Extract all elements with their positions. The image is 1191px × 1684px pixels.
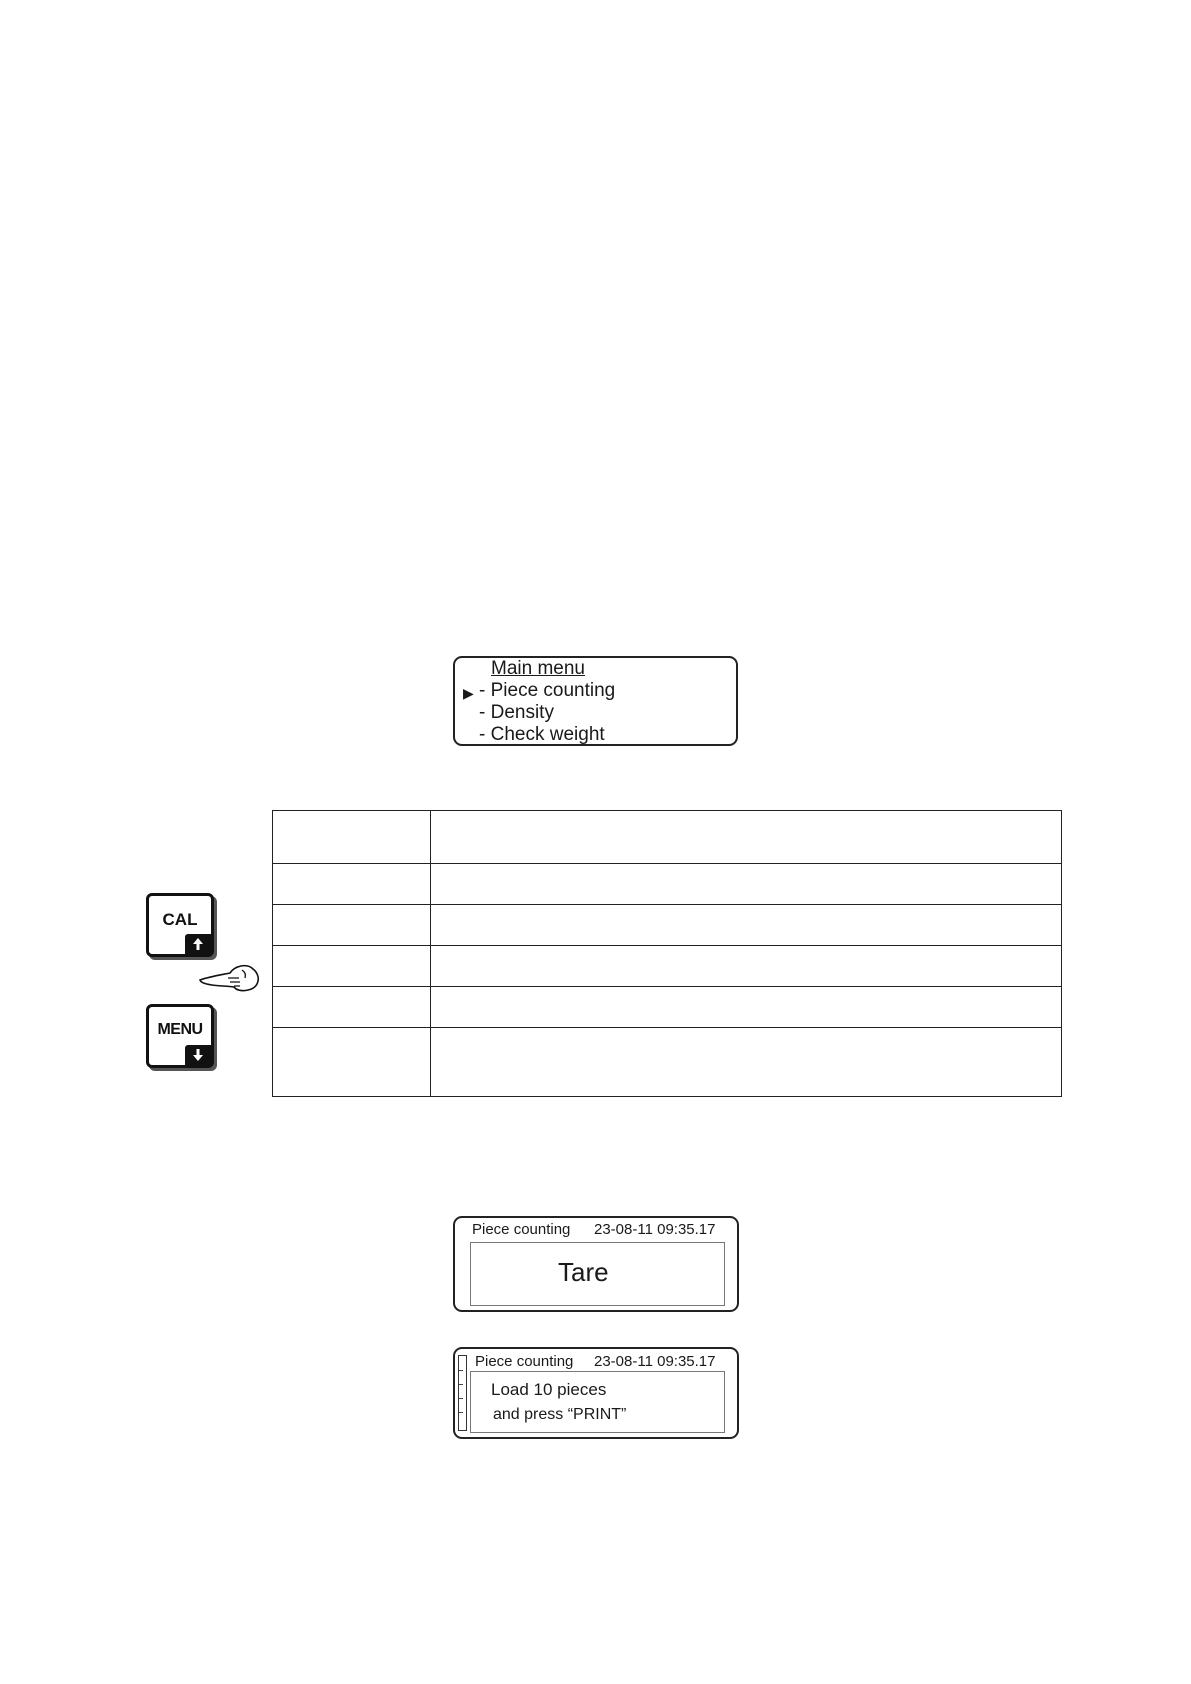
display-datetime: 23-08-11 09:35.17 <box>594 1353 716 1370</box>
arrow-up-icon <box>192 937 204 951</box>
display-message-area <box>470 1242 725 1306</box>
cal-key-label: CAL <box>162 910 198 929</box>
display-mode: Piece counting <box>472 1221 571 1238</box>
table-cell <box>273 946 431 987</box>
table-cell <box>431 864 1062 905</box>
tare-message: Tare <box>558 1257 609 1287</box>
menu-item-check-weight[interactable]: - Check weight <box>479 724 605 745</box>
table-cell <box>431 1028 1062 1097</box>
table-row <box>273 905 1062 946</box>
pointing-hand-icon <box>198 960 262 996</box>
table-row <box>273 987 1062 1028</box>
table-row <box>273 946 1062 987</box>
table-cell <box>431 811 1062 864</box>
table-cell <box>273 864 431 905</box>
table-cell <box>431 946 1062 987</box>
table-row <box>273 864 1062 905</box>
menu-cursor-icon: ▶ <box>463 685 474 701</box>
table-cell <box>273 1028 431 1097</box>
main-menu-title: Main menu <box>491 658 585 679</box>
table-cell <box>273 905 431 946</box>
arrow-down-icon <box>192 1048 204 1062</box>
weighing-range-bar <box>458 1355 467 1431</box>
display-datetime: 23-08-11 09:35.17 <box>594 1221 716 1238</box>
tare-display <box>453 1216 739 1312</box>
display-message-area <box>470 1371 725 1433</box>
load-pieces-display <box>453 1347 739 1439</box>
table-cell <box>273 811 431 864</box>
menu-key-label: MENU <box>157 1021 203 1038</box>
key-function-table <box>272 810 1062 1097</box>
cal-key[interactable] <box>146 893 214 957</box>
table-cell <box>273 987 431 1028</box>
menu-item-piece-counting[interactable]: - Piece counting <box>479 680 616 701</box>
load-instruction-line2: and press “PRINT” <box>493 1406 627 1423</box>
table-row <box>273 1028 1062 1097</box>
table-row <box>273 811 1062 864</box>
menu-item-density[interactable]: - Density <box>479 702 554 723</box>
menu-key[interactable] <box>146 1004 214 1068</box>
load-instruction-line1: Load 10 pieces <box>491 1380 607 1399</box>
table-cell <box>431 987 1062 1028</box>
main-menu-display <box>453 656 738 746</box>
display-mode: Piece counting <box>475 1353 574 1370</box>
table-cell <box>431 905 1062 946</box>
